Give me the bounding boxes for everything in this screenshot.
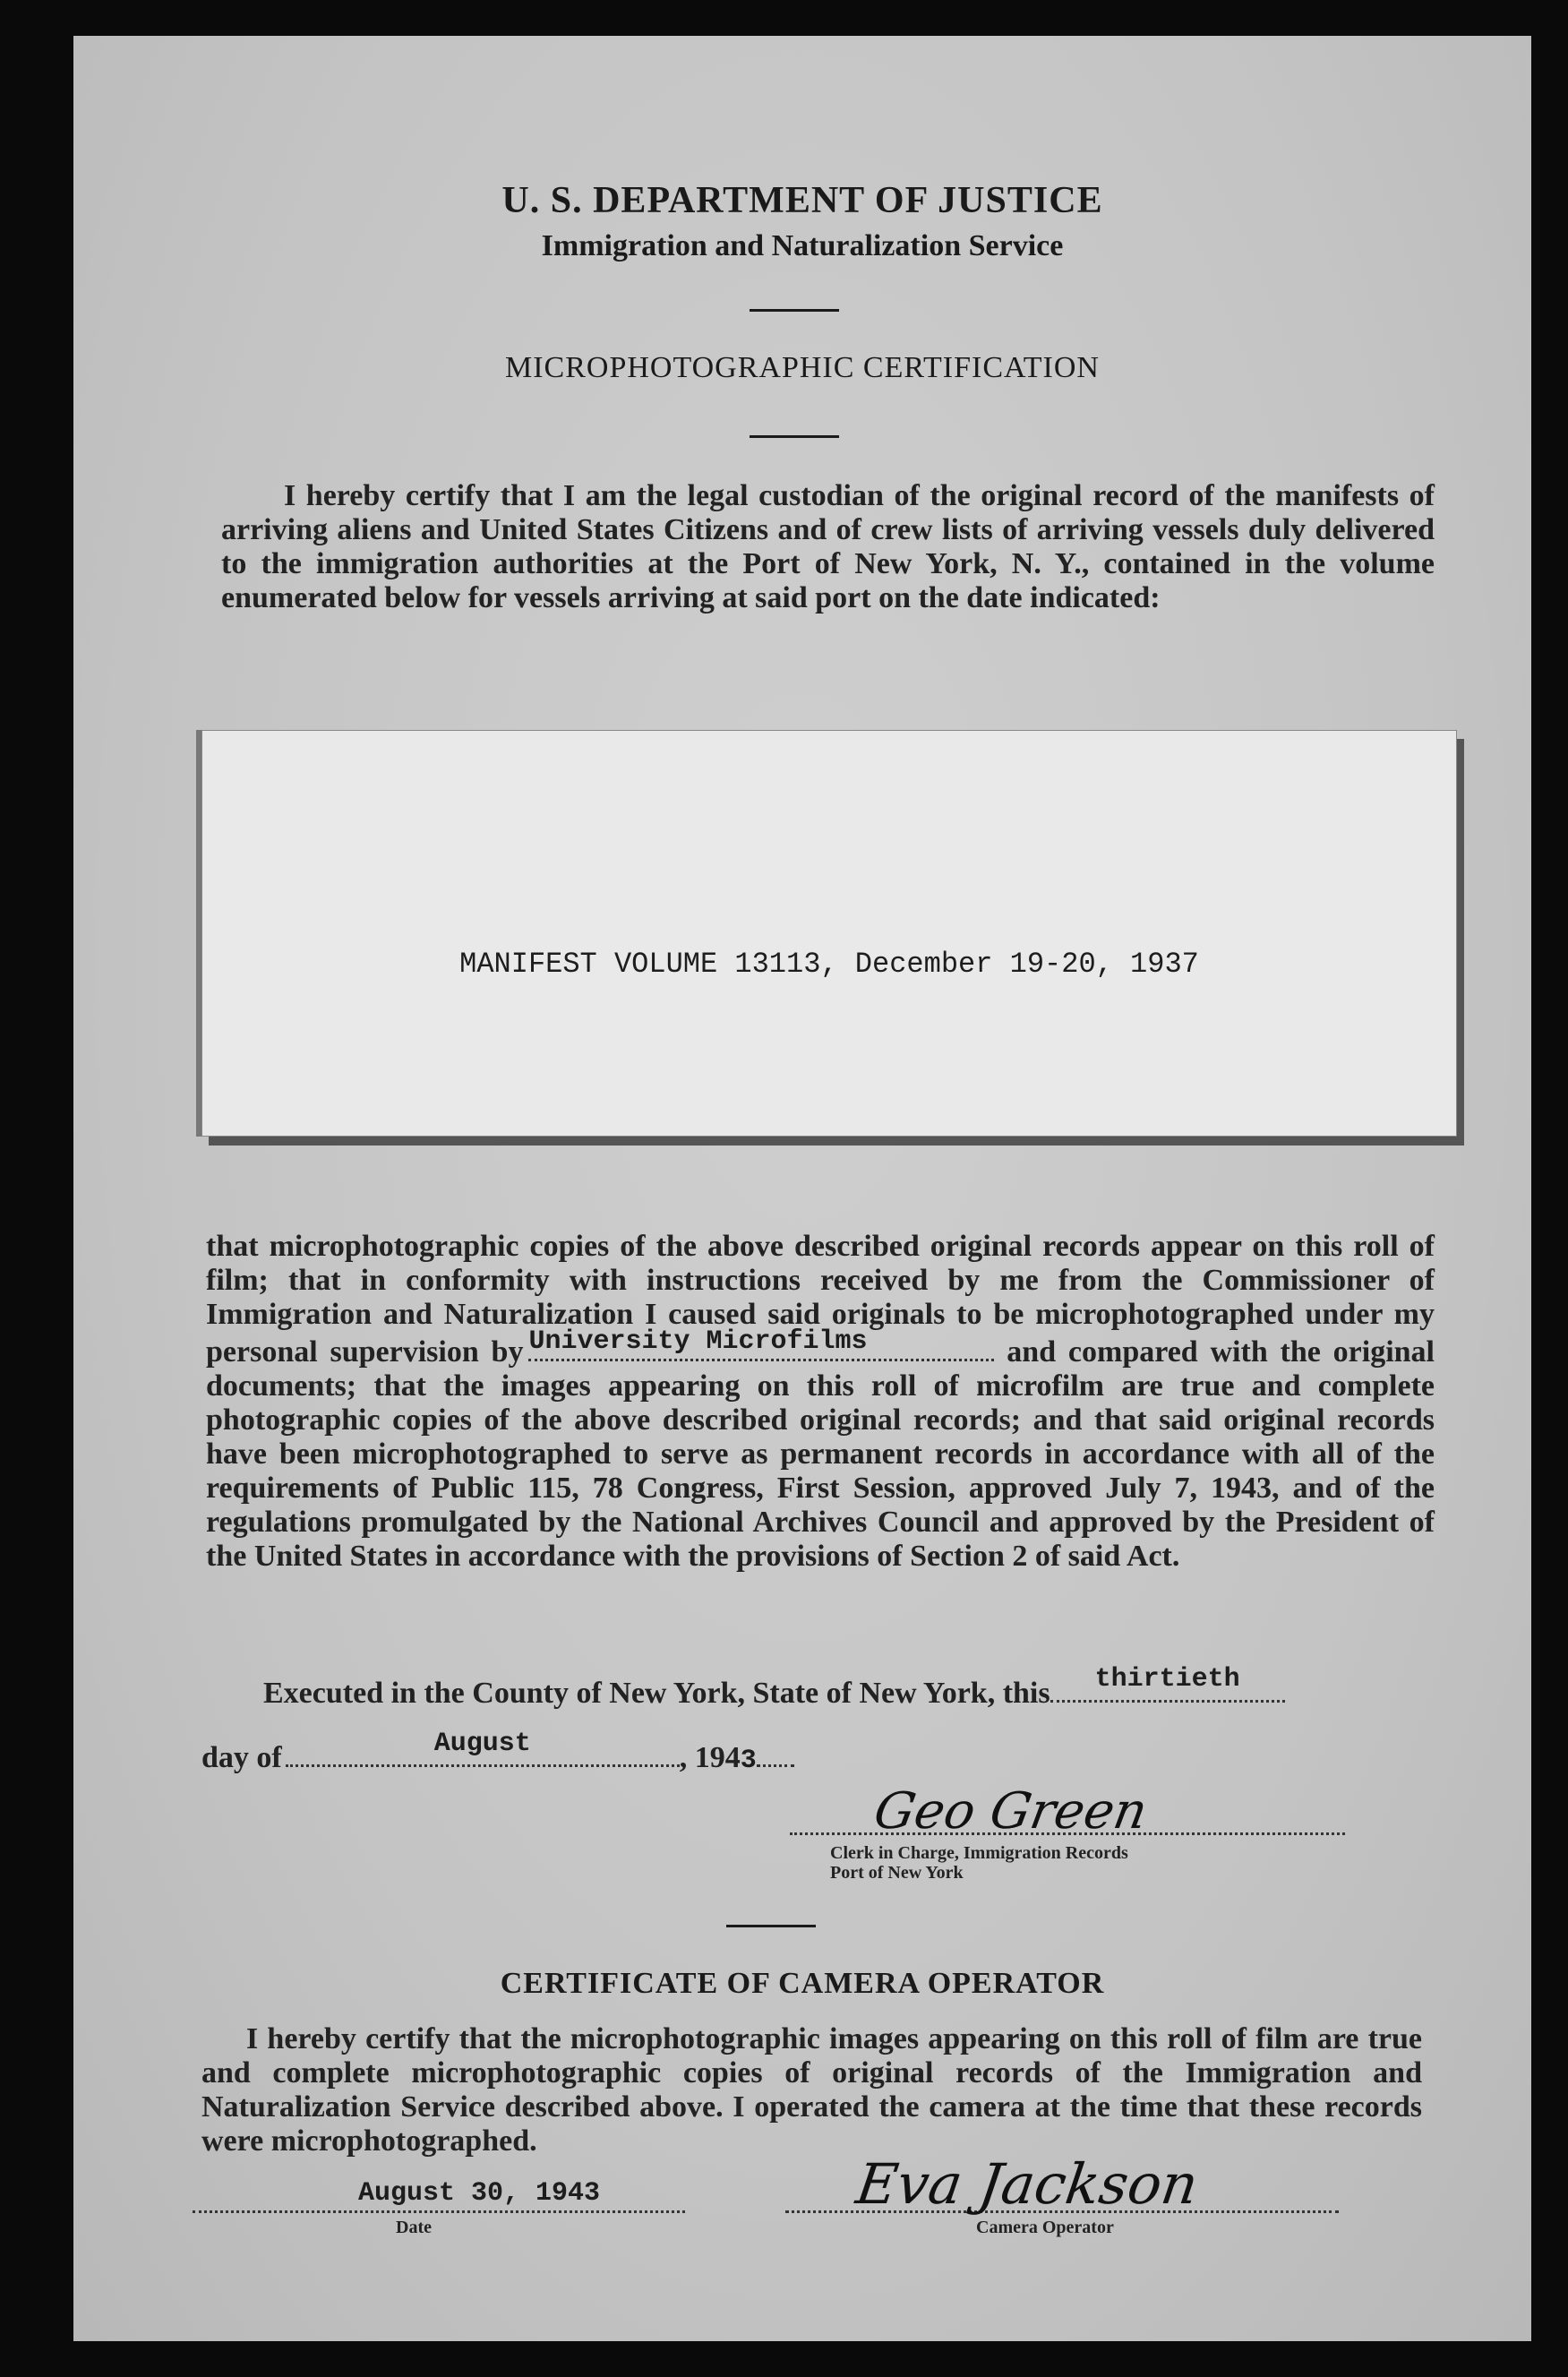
clerk-title	[830, 1843, 1128, 1883]
body-paragraph-part1: that microphotographic copies of the above described original records appear on this roll of film; that in conformity with instructions received by me from the Commissioner of Immigration and Naturalization I caused said originals to be microphotographed under my personal supervision by	[206, 1230, 1435, 1369]
body-paragraph	[206, 1230, 1435, 1574]
supervisor-field	[528, 1326, 994, 1361]
camera-date-value: August 30, 1943	[358, 2178, 601, 2209]
camera-date-label: Date	[396, 2218, 432, 2237]
certification-title: MICROPHOTOGRAPHIC CERTIFICATION	[504, 351, 1100, 384]
month-value: August	[433, 1729, 531, 1759]
execution-prefix: Executed in the County of New York, State of New York, this	[263, 1677, 1050, 1710]
department-heading: U. S. DEPARTMENT OF JUSTICE	[501, 180, 1103, 221]
camera-operator-paragraph: I hereby certify that the microphotographic images appearing on this roll of film are true and complete microphotographic copies of original records of the Immigration and Naturalization Service described above. I operated the camera at the time that these records were microphotographed.	[201, 2022, 1422, 2158]
clerk-title-line2: Port of New York	[830, 1863, 964, 1883]
year-digit: 3	[740, 1746, 757, 1776]
day-value: thirtieth	[1094, 1664, 1240, 1695]
camera-date-field	[193, 2173, 685, 2213]
operator-signature: Eva Jackson	[852, 2151, 1203, 2217]
year-trailing-dots	[757, 1739, 794, 1767]
clerk-signature: Geo Green	[870, 1782, 1152, 1841]
supervisor-value: University Microfilms	[528, 1326, 868, 1357]
year-prefix: , 194	[679, 1741, 741, 1774]
manifest-volume-text: MANIFEST VOLUME 13113, December 19-20, 1937	[459, 948, 1199, 981]
divider-rule	[750, 309, 839, 312]
body-paragraph-part2: and compared with the original documents; that the images appearing on this roll of microfilm are true and complete photographic copies of the above described original records; and that said original records have been microphotographed to serve as permanent records in accordance with all of the requirements of Public 115, 78 Congress, First Session, approved July 7, 1943, and of the regulations promulgated by the National Archives Council and approved by the President of the United States in accordance with the provisions of Section 2 of said Act.	[206, 1335, 1435, 1573]
divider-rule	[750, 435, 839, 438]
camera-operator-title: CERTIFICATE OF CAMERA OPERATOR	[500, 1967, 1105, 2000]
month-field	[286, 1729, 680, 1767]
intro-paragraph: I hereby certify that I am the legal custodian of the original record of the manifests of arriving aliens and United States Citizens and of crew lists of arriving vessels duly delivered to the immigration authorities at the Port of New York, N. Y., contained in the volume enumerated below for vessels arriving at said port on the date indicated:	[221, 479, 1435, 614]
certificate-page	[73, 36, 1531, 2341]
execution-line	[263, 1664, 1285, 1711]
service-subheading: Immigration and Naturalization Service	[541, 229, 1064, 262]
clerk-title-line1: Clerk in Charge, Immigration Records	[830, 1843, 1128, 1863]
day-of-label: day of	[201, 1741, 282, 1774]
clerk-signature-line	[790, 1782, 1345, 1841]
divider-rule	[726, 1925, 816, 1927]
manifest-volume-card	[201, 730, 1457, 1137]
operator-label: Camera Operator	[976, 2218, 1114, 2237]
day-field	[1050, 1664, 1285, 1703]
date-line	[201, 1729, 794, 1776]
operator-signature-line	[785, 2151, 1339, 2217]
